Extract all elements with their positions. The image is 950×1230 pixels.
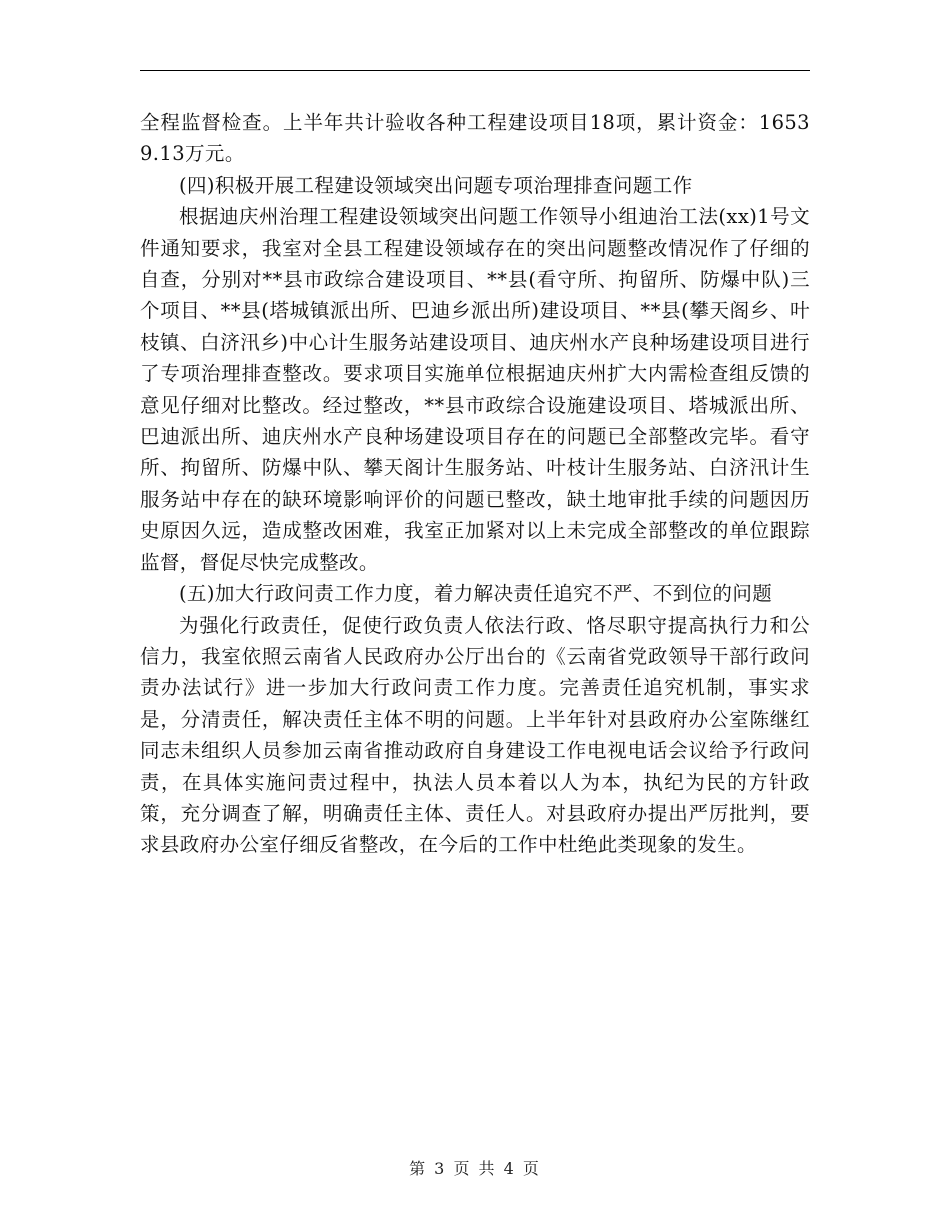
section-heading-five: (五)加大行政问责工作力度，着力解决责任追究不严、不到位的问题	[179, 582, 773, 606]
paragraph-continuation: 全程监督检查。上半年共计验收各种工程建设项目18项，累计资金：16539.13万元。	[140, 111, 810, 166]
document-body	[140, 107, 810, 861]
page-number: 第 3 页 共 4 页	[409, 1159, 541, 1178]
header-rule	[140, 70, 810, 71]
paragraph-rectification: 根据迪庆州治理工程建设领域突出问题工作领导小组迪治工法(xx)1号文件通知要求，我室对全县工程建设领域存在的突出问题整改情况作了仔细的自查，分别对**县市政综合建设项目、**县(看守所、拘留所、防爆中队)三个项目、**县(塔城镇派出所、巴迪乡派出所)建设项目、**县(攀天阁乡、叶枝镇、白济汛乡)中心计生服务站建设项目、迪庆州水产良种场建设项目进行了专项治理排查整改。要求项目实施单位根据迪庆州扩大内需检查组反馈的意见仔细对比整改。经过整改，**县市政综合设施建设项目、塔城派出所、巴迪派出所、迪庆州水产良种场建设项目存在的问题已全部整改完毕。看守所、拘留所、防爆中队、攀天阁计生服务站、叶枝计生服务站、白济汛计生服务站中存在的缺环境影响评价的问题已整改，缺土地审批手续的问题因历史原因久远，造成整改困难，我室正加紧对以上未完成全部整改的单位跟踪监督，督促尽快完成整改。	[140, 205, 810, 574]
section-heading-four: (四)积极开展工程建设领域突出问题专项治理排查问题工作	[179, 173, 693, 197]
paragraph-accountability: 为强化行政责任，促使行政负责人依法行政、恪尽职守提高执行力和公信力，我室依照云南省人民政府办公厅出台的《云南省党政领导干部行政问责办法试行》进一步加大行政问责工作力度。完善责任追究机制，事实求是，分清责任，解决责任主体不明的问题。上半年针对县政府办公室陈继红同志未组织人员参加云南省推动政府自身建设工作电视电话会议给予行政问责，在具体实施问责过程中，执法人员本着以人为本，执纪为民的方针政策，充分调查了解，明确责任主体、责任人。对县政府办提出严厉批判，要求县政府办公室仔细反省整改，在今后的工作中杜绝此类现象的发生。	[140, 613, 810, 857]
